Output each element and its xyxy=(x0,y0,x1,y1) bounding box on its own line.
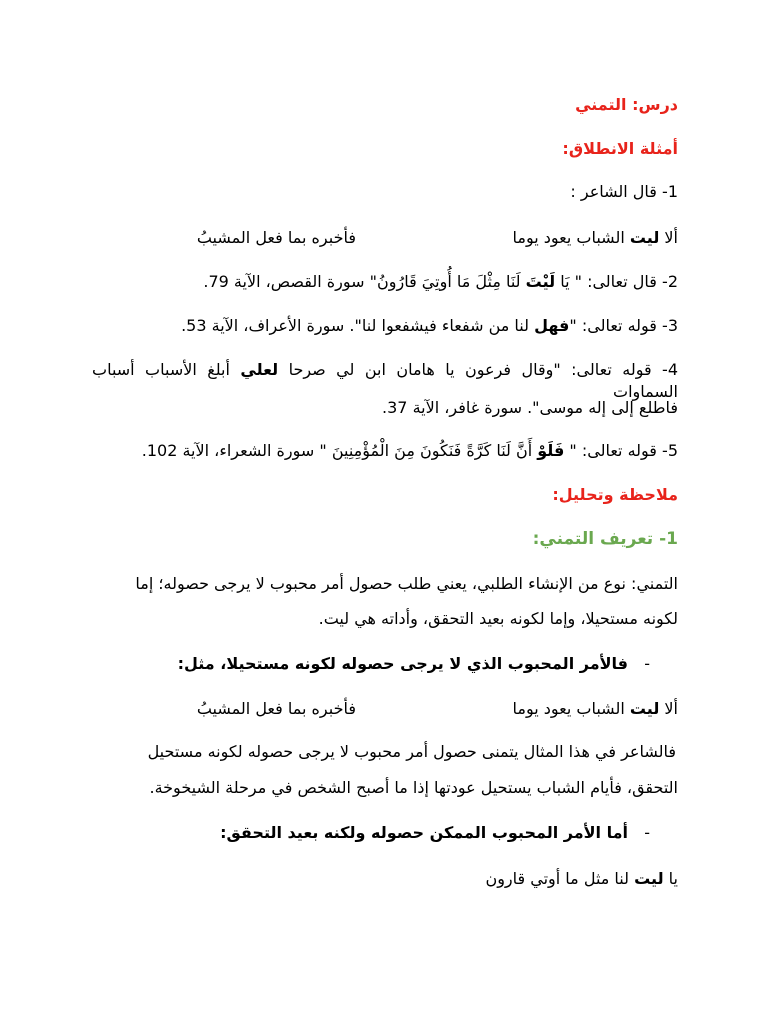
example-4-line-2: فاطلع إلى إله موسى". سورة غافر، الآية 37. xyxy=(382,398,678,417)
definition-line-2: لكونه مستحيلا، وإما لكونه بعيد التحقق، وأداته هي ليت. xyxy=(318,609,678,628)
lesson-title: درس: التمني xyxy=(575,95,678,114)
launch-examples-heading: أمثلة الانطلاق: xyxy=(562,139,678,158)
final-example: يا ليت لنا مثل ما أوتي قارون xyxy=(485,869,678,888)
tamanni-particle-laalla: لعلي xyxy=(240,360,279,379)
example-2: 2- قال تعالى: " يَا لَيْتَ لَنَا مِثْلَ مَا أُوتِيَ قَارُونُ" سورة القصص، الآية 79. xyxy=(203,272,678,291)
bullet-dash: - xyxy=(644,823,650,842)
tamanni-particle-law: فَلَوْ xyxy=(537,441,565,460)
tamanni-particle-layta: لَيْتَ xyxy=(525,272,556,291)
poem-verse-second-hemistich-repeat: فأخبره بما فعل المشيبُ xyxy=(196,699,356,718)
example-4-line-1: 4- قوله تعالى: "وقال فرعون يا هامان ابن لي صرحا لعلي أبلغ الأسباب أسباب السماوات xyxy=(92,360,679,401)
explanation-line-1: فالشاعر في هذا المثال يتمنى حصول أمر محبوب لا يرجى حصوله لكونه مستحيل xyxy=(147,742,676,761)
bullet-impossible-wish: فالأمر المحبوب الذي لا يرجى حصوله لكونه مستحيلا، مثل: xyxy=(177,654,628,673)
bullet-distant-wish: أما الأمر المحبوب الممكن حصوله ولكنه بعيد التحقق: xyxy=(220,823,628,842)
bullet-dash: - xyxy=(644,654,650,673)
poem-verse-second-hemistich: فأخبره بما فعل المشيبُ xyxy=(196,228,356,247)
tamanni-particle-hal: فهل xyxy=(534,316,570,335)
tamanni-particle-layta: ليت xyxy=(634,869,664,888)
example-1-intro: 1- قال الشاعر : xyxy=(570,182,678,201)
tamanni-particle-layta: ليت xyxy=(629,228,660,247)
poem-verse-first-hemistich: ألا ليت الشباب يعود يوما xyxy=(512,228,678,247)
example-5: 5- قوله تعالى: " فَلَوْ أَنَّ لَنَا كَرَّةً فَنَكُونَ مِنَ الْمُؤْمِنِينَ " سورة الشعراء، الآية 102. xyxy=(141,441,678,460)
definition-line-1: التمني: نوع من الإنشاء الطلبي، يعني طلب حصول أمر محبوب لا يرجى حصوله؛ إما xyxy=(135,574,678,593)
poem-verse-first-hemistich-repeat: ألا ليت الشباب يعود يوما xyxy=(512,699,678,718)
explanation-line-2: التحقق، فأيام الشباب يستحيل عودتها إذا ما أصبح الشخص في مرحلة الشيخوخة. xyxy=(149,778,678,797)
example-3: 3- قوله تعالى: "فهل لنا من شفعاء فيشفعوا لنا". سورة الأعراف، الآية 53. xyxy=(181,316,678,335)
tamanni-particle-layta: ليت xyxy=(629,699,660,718)
definition-heading: 1- تعريف التمني: xyxy=(532,529,678,549)
analysis-heading: ملاحظة وتحليل: xyxy=(552,485,678,504)
